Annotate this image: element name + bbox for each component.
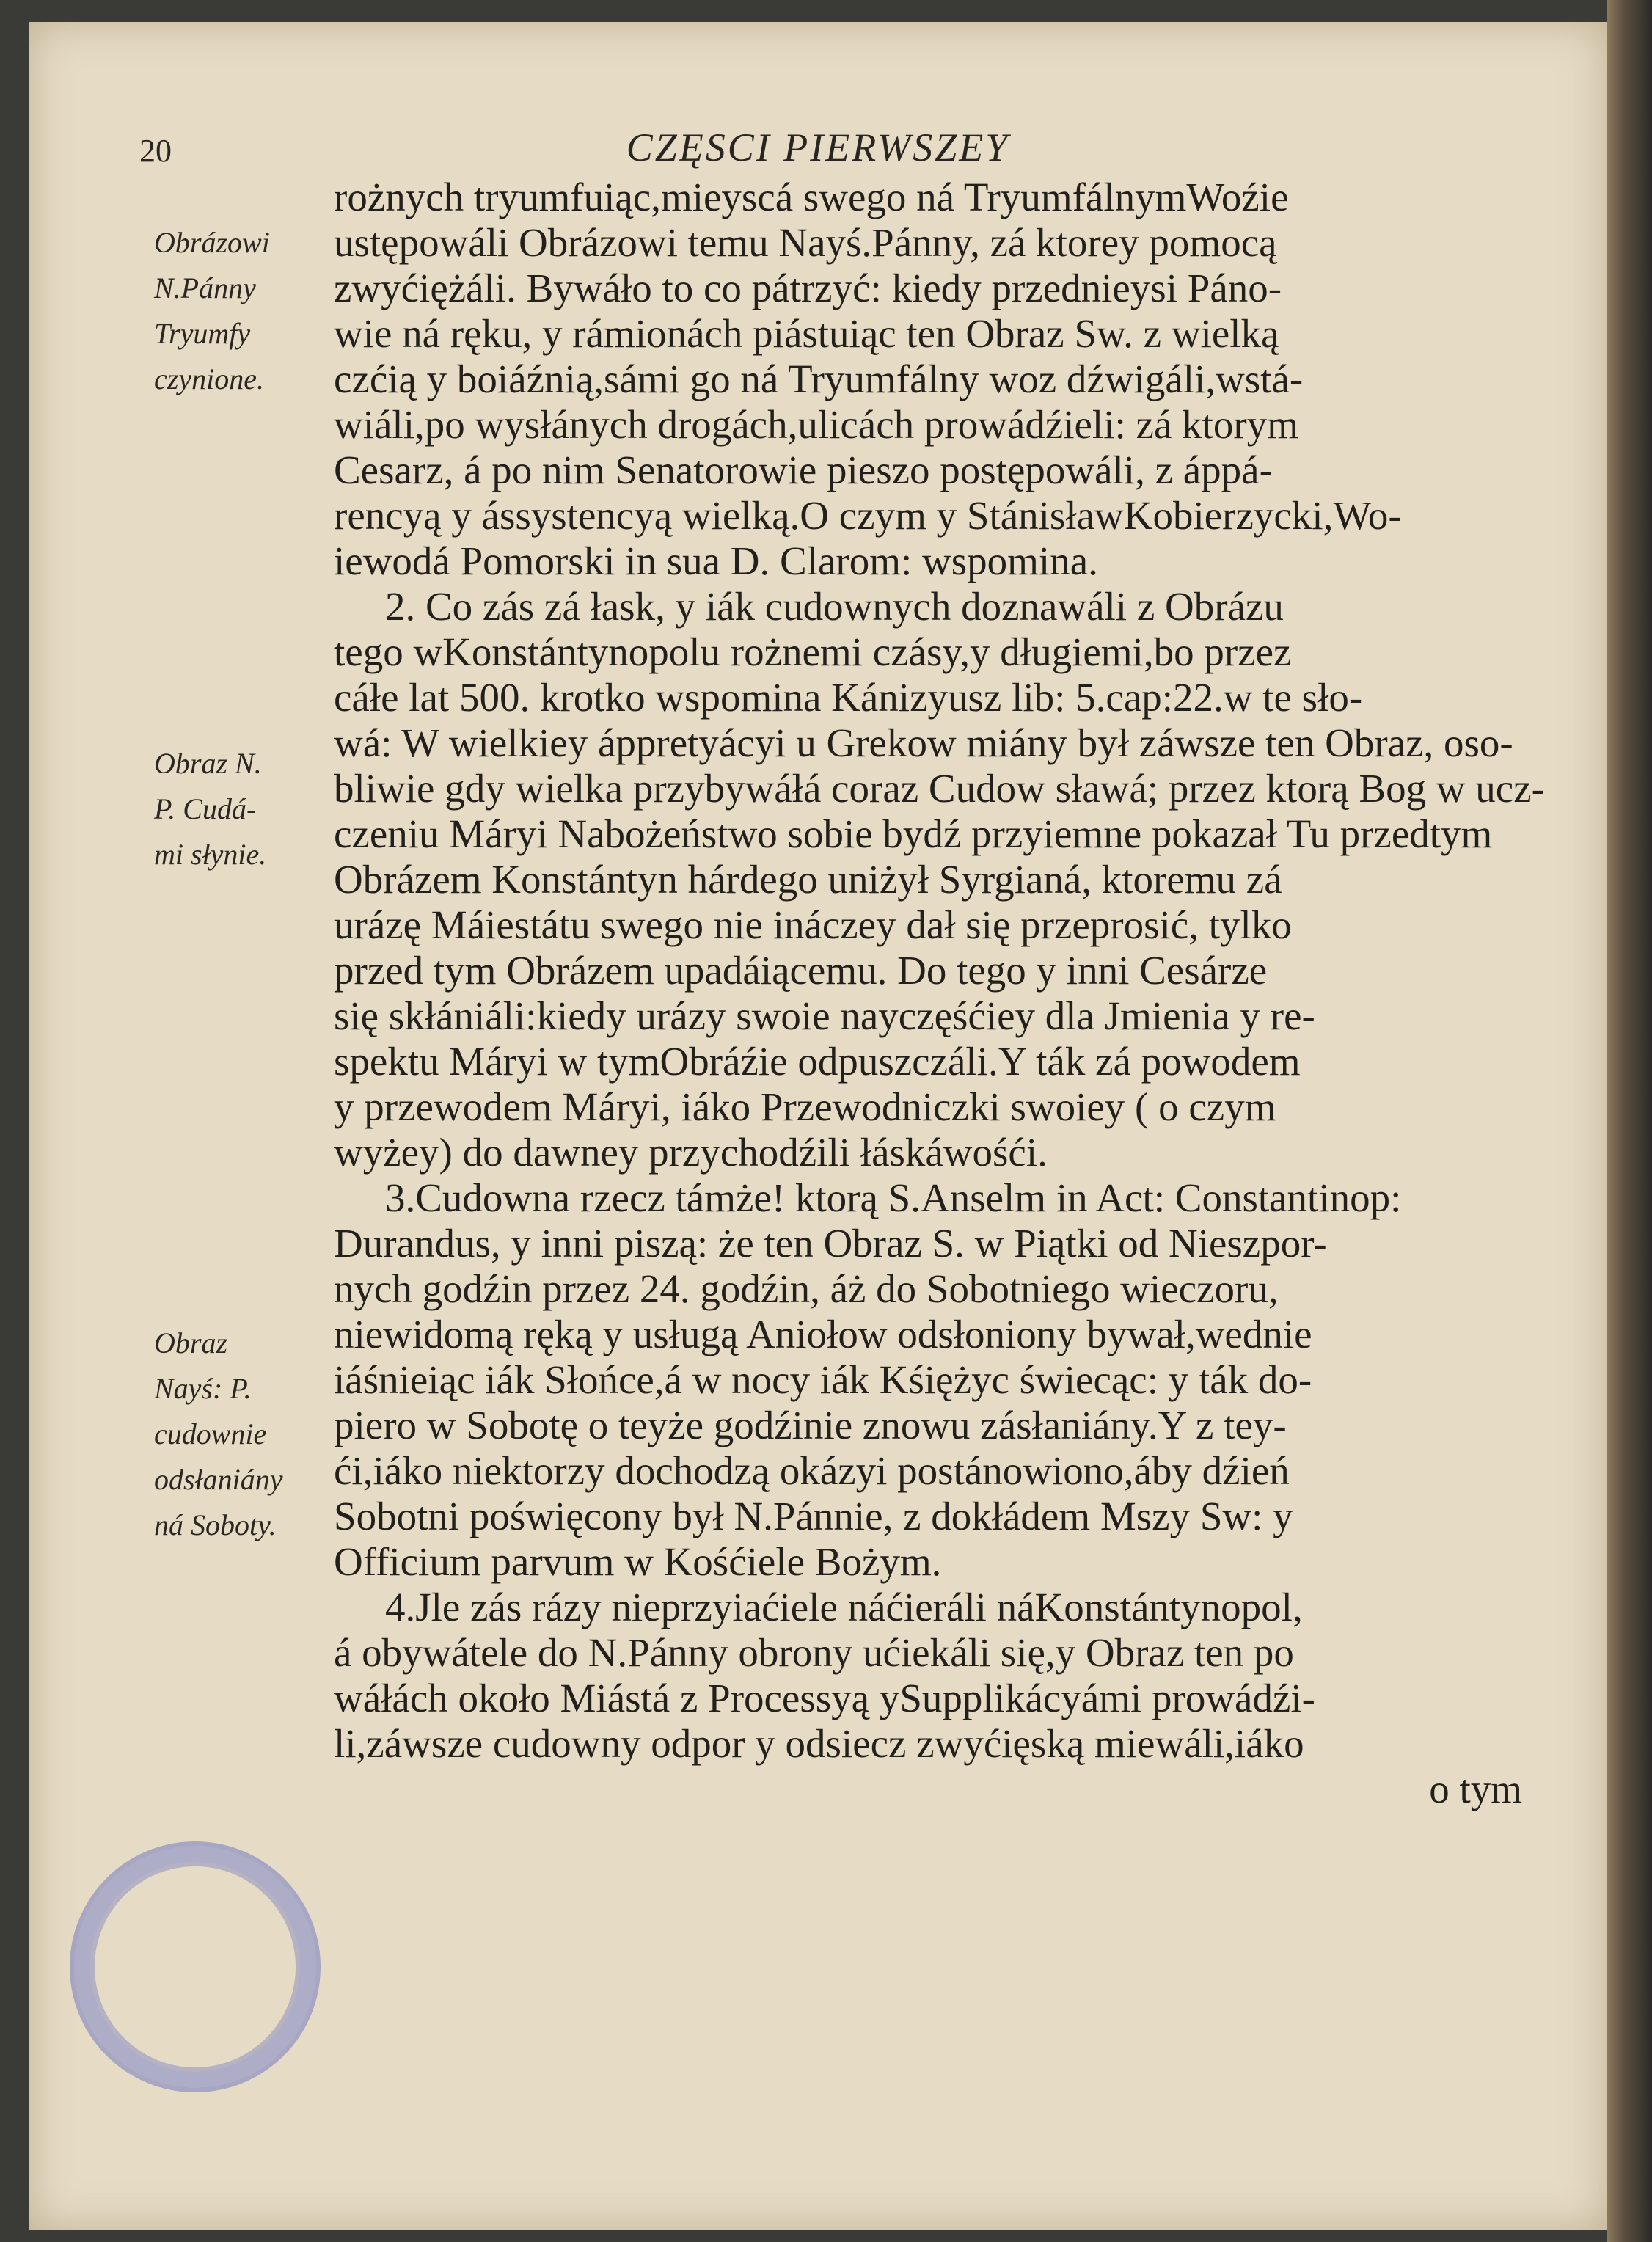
text-line: urázę Máiestátu swego nie ináczey dał się przeprosić, tylko [334, 902, 1292, 947]
text-line: spektu Máryi w tymObráźie odpuszczáli.Y ták zá powodem [334, 1039, 1301, 1084]
text-line: ći,iáko niektorzy dochodzą okázyi postánowiono,áby dźień [334, 1448, 1290, 1493]
text-line: wáłách około Miástá z Processyą ySupplikácyámi prowádźi- [334, 1676, 1315, 1720]
text-line: rencyą y ássystencyą wielką.O czym y StánisławKobierzycki,Wo- [334, 493, 1402, 538]
text-line: 4.Jle zás rázy nieprzyiaćiele náćieráli náKonstántynopol, [385, 1585, 1303, 1629]
text-line: iáśnieiąc iák Słońce,á w nocy iák Kśiężyc świecąc: y ták do- [334, 1357, 1312, 1402]
margin-note-line: odsłaniány [154, 1463, 283, 1496]
library-stamp [70, 1841, 321, 2092]
margin-note [154, 741, 330, 877]
text-line: przed tym Obrázem upadáiącemu. Do tego y inni Cesárze [334, 948, 1268, 993]
margin-note-line: Obraz [154, 1326, 228, 1359]
running-head: CZĘSCI PIERWSZEY [626, 125, 1010, 169]
text-line: iewodá Pomorski in sua D. Clarom: wspomina. [334, 538, 1098, 583]
text-line: czeniu Máryi Nabożeństwo sobie bydź przyiemne pokazał Tu przedtym [334, 811, 1493, 856]
margin-note-line: czynione. [154, 362, 264, 395]
text-line: Cesarz, á po nim Senatorowie pieszo postępowáli, z áppá- [334, 448, 1273, 492]
text-line: cáłe lat 500. krotko wspomina Kánizyusz lib: 5.cap:22.w te sło- [334, 675, 1363, 720]
text-line: bliwie gdy wielka przybywáłá coraz Cudow sławá; przez ktorą Bog w ucz- [334, 766, 1545, 811]
text-line: 2. Co zás zá łask, y iák cudownych doznawáli z Obrázu [385, 584, 1284, 629]
text-line: wá: W wielkiey áppretyácyi u Grekow miány był záwsze ten Obraz, oso- [334, 720, 1513, 765]
text-line: wyżey) do dawney przychodźili łáskáwośći. [334, 1130, 1048, 1175]
text-line: niewidomą ręką y usługą Aniołow odsłoniony bywał,wednie [334, 1312, 1312, 1356]
text-line: 3.Cudowna rzecz támże! ktorą S.Anselm in Act: Constantinop: [385, 1175, 1402, 1220]
margin-note-line: Obrázowi [154, 226, 270, 259]
catchword: o tym [1429, 1767, 1522, 1811]
text-line: nych godźin przez 24. godźin, áż do Sobotniego wieczoru, [334, 1266, 1279, 1311]
text-line: czćią y boiáźnią,sámi go ná Tryumfálny woz dźwigáli,wstá- [334, 357, 1304, 401]
margin-note-line: N.Pánny [154, 271, 256, 304]
text-line: Officium parvum w Kośćiele Bożym. [334, 1539, 942, 1584]
book-page [29, 22, 1607, 2230]
margin-note-line: P. Cudá- [154, 792, 257, 825]
margin-note-line: mi słynie. [154, 838, 267, 871]
text-line: wie ná ręku, y rámionách piástuiąc ten Obraz Sw. z wielką [334, 311, 1279, 356]
text-line: Durandus, y inni piszą: że ten Obraz S. w Piątki od Nieszpor- [334, 1221, 1327, 1266]
text-line: li,záwsze cudowny odpor y odsiecz zwyćięską miewáli,iáko [334, 1721, 1304, 1766]
text-line: á obywátele do N.Pánny obrony ućiekáli się,y Obraz ten po [334, 1630, 1294, 1675]
margin-note [154, 220, 330, 402]
main-text [334, 175, 1566, 1812]
text-line: Obrázem Konstántyn hárdego uniżył Syrgianá, ktoremu zá [334, 857, 1282, 902]
margin-note-line: Obraz N. [154, 747, 262, 780]
margin-note-line: Nayś: P. [154, 1372, 252, 1405]
text-line: ustępowáli Obrázowi temu Nayś.Pánny, zá ktorey pomocą [334, 220, 1277, 265]
book-spine-edge [1607, 0, 1652, 2242]
margin-note-line: ná Soboty. [154, 1508, 277, 1541]
text-line: rożnych tryumfuiąc,mieyscá swego ná TryumfálnymWoźie [334, 175, 1289, 219]
text-line: się skłániáli:kiedy urázy swoie nayczęśćiey dla Jmienia y re- [334, 993, 1315, 1038]
margin-note-line: Tryumfy [154, 317, 251, 350]
text-line: piero w Sobotę o teyże godźinie znowu zásłaniány.Y z tey- [334, 1403, 1287, 1447]
text-line: y przewodem Máryi, iáko Przewodniczki swoiey ( o czym [334, 1084, 1276, 1129]
text-line: tego wKonstántynopolu rożnemi czásy,y długiemi,bo przez [334, 629, 1292, 674]
page-number: 20 [139, 133, 172, 169]
margin-note-line: cudownie [154, 1417, 267, 1450]
margin-note [154, 1321, 330, 1548]
text-line: zwyćiężáli. Bywáło to co pátrzyć: kiedy przednieysi Páno- [334, 266, 1282, 310]
text-line: wiáli,po wysłánych drogách,ulicách prowádźieli: zá ktorym [334, 402, 1298, 447]
text-line: Sobotni poświęcony był N.Pánnie, z dokłádem Mszy Sw: y [334, 1494, 1293, 1538]
